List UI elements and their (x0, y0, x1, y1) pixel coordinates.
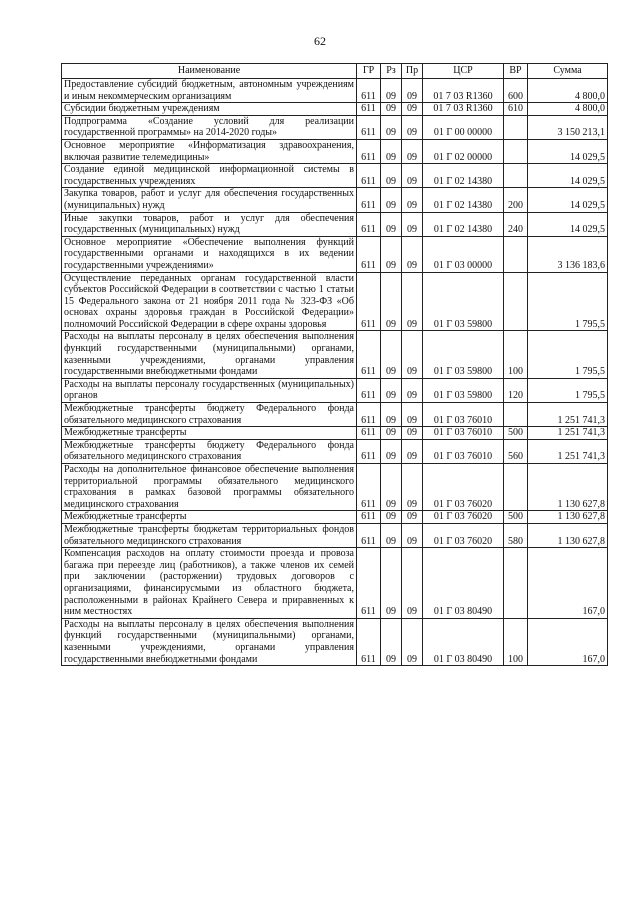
cell-csr: 01 Г 02 14380 (423, 212, 504, 236)
cell-gr: 611 (357, 378, 381, 402)
table-row (62, 618, 608, 665)
cell-sum: 4 800,0 (528, 103, 608, 116)
cell-pr: 09 (402, 212, 423, 236)
cell-vr (504, 548, 528, 619)
table-row (62, 464, 608, 511)
cell-csr: 01 7 03 R1360 (423, 103, 504, 116)
cell-csr: 01 Г 02 14380 (423, 164, 504, 188)
cell-gr: 611 (357, 188, 381, 212)
cell-pr: 09 (402, 464, 423, 511)
cell-pr: 09 (402, 79, 423, 103)
cell-pr: 09 (402, 164, 423, 188)
cell-vr: 560 (504, 439, 528, 463)
cell-sum: 14 029,5 (528, 139, 608, 163)
cell-csr: 01 Г 03 59800 (423, 272, 504, 331)
cell-vr (504, 115, 528, 139)
cell-sum: 167,0 (528, 548, 608, 619)
table-row (62, 139, 608, 163)
table-header-row (62, 64, 608, 79)
cell-name: Расходы на дополнительное финансовое обеспечение выполнения территориальной программы обязательного медицинского страхования в рамках базовой программы обязательного медицинского страхования (62, 464, 357, 511)
cell-name: Создание единой медицинской информационной системы в государственных учреждениях (62, 164, 357, 188)
cell-gr: 611 (357, 548, 381, 619)
cell-gr: 611 (357, 164, 381, 188)
table-row (62, 439, 608, 463)
cell-csr: 01 7 03 R1360 (423, 79, 504, 103)
cell-sum: 1 251 741,3 (528, 439, 608, 463)
cell-pr: 09 (402, 548, 423, 619)
cell-name: Закупка товаров, работ и услуг для обеспечения государственных (муниципальных) нужд (62, 188, 357, 212)
cell-rz: 09 (381, 439, 402, 463)
cell-gr: 611 (357, 331, 381, 378)
cell-sum: 1 130 627,8 (528, 464, 608, 511)
cell-vr (504, 164, 528, 188)
cell-rz: 09 (381, 272, 402, 331)
cell-pr: 09 (402, 115, 423, 139)
cell-pr: 09 (402, 523, 423, 547)
cell-csr: 01 Г 02 00000 (423, 139, 504, 163)
cell-gr: 611 (357, 79, 381, 103)
table-row (62, 523, 608, 547)
cell-name: Иные закупки товаров, работ и услуг для обеспечения государственных (муниципальных) нужд (62, 212, 357, 236)
cell-pr: 09 (402, 427, 423, 440)
cell-gr: 611 (357, 139, 381, 163)
cell-rz: 09 (381, 212, 402, 236)
table-row (62, 403, 608, 427)
cell-vr: 200 (504, 188, 528, 212)
header-rz: Рз (381, 64, 402, 79)
cell-csr: 01 Г 03 76020 (423, 464, 504, 511)
table-row (62, 164, 608, 188)
cell-rz: 09 (381, 511, 402, 524)
header-name: Наименование (62, 64, 357, 79)
cell-vr (504, 139, 528, 163)
cell-sum: 3 136 183,6 (528, 236, 608, 272)
cell-name: Предоставление субсидий бюджетным, автономным учреждениям и иным некоммерческим организациям (62, 79, 357, 103)
cell-rz: 09 (381, 115, 402, 139)
cell-rz: 09 (381, 464, 402, 511)
cell-rz: 09 (381, 548, 402, 619)
cell-pr: 09 (402, 272, 423, 331)
cell-sum: 167,0 (528, 618, 608, 665)
header-csr: ЦСР (423, 64, 504, 79)
cell-pr: 09 (402, 378, 423, 402)
cell-vr: 600 (504, 79, 528, 103)
cell-name: Подпрограмма «Создание условий для реализации государственной программы» на 2014-2020 годы» (62, 115, 357, 139)
cell-gr: 611 (357, 511, 381, 524)
cell-csr: 01 Г 00 00000 (423, 115, 504, 139)
cell-vr (504, 403, 528, 427)
cell-rz: 09 (381, 523, 402, 547)
cell-pr: 09 (402, 188, 423, 212)
table-row (62, 79, 608, 103)
cell-name: Осуществление переданных органам государственной власти субъектов Российской Федерации в соответствии с частью 1 статьи 15 Федерального закона от 21 ноября 2011 года № 323-ФЗ «Об основах охраны здоровья граждан в Российской Федерации» полномочий Российской Федерации в сфере охраны здоровья (62, 272, 357, 331)
cell-csr: 01 Г 03 76010 (423, 427, 504, 440)
table-row (62, 188, 608, 212)
table-row (62, 331, 608, 378)
cell-name: Компенсация расходов на оплату стоимости проезда и провоза багажа при переезде лиц (работников), а также членов их семей при заключении (расторжении) трудовых договоров с организациями, финансирусмыми из областного бюджета, расположенными в районах Крайнего Севера и приравненных к ним местностях (62, 548, 357, 619)
table-row (62, 272, 608, 331)
cell-sum: 1 130 627,8 (528, 511, 608, 524)
cell-name: Расходы на выплаты персоналу в целях обеспечения выполнения функций государственными (муниципальными) органами, казенными учреждениями, органами управления государственными внебюджетными фондами (62, 331, 357, 378)
table-row (62, 115, 608, 139)
table-row (62, 548, 608, 619)
cell-sum: 1 251 741,3 (528, 427, 608, 440)
table-row (62, 378, 608, 402)
cell-gr: 611 (357, 212, 381, 236)
cell-sum: 4 800,0 (528, 79, 608, 103)
cell-gr: 611 (357, 523, 381, 547)
cell-pr: 09 (402, 103, 423, 116)
cell-csr: 01 Г 03 00000 (423, 236, 504, 272)
cell-rz: 09 (381, 618, 402, 665)
cell-name: Межбюджетные трансферты бюджету Федерального фонда обязательного медицинского страхования (62, 439, 357, 463)
header-vr: ВР (504, 64, 528, 79)
cell-sum: 1 130 627,8 (528, 523, 608, 547)
cell-gr: 611 (357, 103, 381, 116)
cell-vr: 580 (504, 523, 528, 547)
cell-gr: 611 (357, 403, 381, 427)
cell-csr: 01 Г 03 59800 (423, 378, 504, 402)
cell-pr: 09 (402, 439, 423, 463)
cell-gr: 611 (357, 464, 381, 511)
header-sum: Сумма (528, 64, 608, 79)
cell-rz: 09 (381, 103, 402, 116)
cell-name: Межбюджетные трансферты бюджету Федерального фонда обязательного медицинского страхования (62, 403, 357, 427)
header-pr: Пр (402, 64, 423, 79)
table-row (62, 103, 608, 116)
cell-name: Основное мероприятие «Информатизация здравоохранения, включая развитие телемедицины» (62, 139, 357, 163)
cell-pr: 09 (402, 331, 423, 378)
cell-rz: 09 (381, 79, 402, 103)
cell-rz: 09 (381, 164, 402, 188)
cell-vr: 120 (504, 378, 528, 402)
table-row (62, 511, 608, 524)
cell-vr (504, 236, 528, 272)
cell-vr: 610 (504, 103, 528, 116)
page-number: 62 (314, 34, 326, 48)
cell-rz: 09 (381, 378, 402, 402)
cell-csr: 01 Г 03 76010 (423, 439, 504, 463)
cell-rz: 09 (381, 236, 402, 272)
cell-name: Межбюджетные трансферты (62, 427, 357, 440)
cell-sum: 1 795,5 (528, 378, 608, 402)
cell-vr: 240 (504, 212, 528, 236)
cell-gr: 611 (357, 618, 381, 665)
cell-sum: 14 029,5 (528, 212, 608, 236)
table-row (62, 427, 608, 440)
cell-vr (504, 272, 528, 331)
cell-name: Расходы на выплаты персоналу в целях обеспечения выполнения функций государственными (муниципальными) органами, казенными учреждениями, органами управления государственными внебюджетными фондами (62, 618, 357, 665)
cell-pr: 09 (402, 618, 423, 665)
cell-csr: 01 Г 03 76020 (423, 523, 504, 547)
cell-rz: 09 (381, 403, 402, 427)
cell-gr: 611 (357, 115, 381, 139)
cell-gr: 611 (357, 236, 381, 272)
cell-name: Основное мероприятие «Обеспечение выполнения функций государственными органами и находящихся в их ведении государственными учреждениями» (62, 236, 357, 272)
cell-rz: 09 (381, 427, 402, 440)
cell-name: Межбюджетные трансферты (62, 511, 357, 524)
cell-rz: 09 (381, 331, 402, 378)
cell-csr: 01 Г 03 76010 (423, 403, 504, 427)
cell-pr: 09 (402, 511, 423, 524)
cell-csr: 01 Г 03 80490 (423, 548, 504, 619)
cell-sum: 1 795,5 (528, 272, 608, 331)
cell-vr: 100 (504, 331, 528, 378)
cell-gr: 611 (357, 427, 381, 440)
cell-vr: 100 (504, 618, 528, 665)
cell-sum: 1 795,5 (528, 331, 608, 378)
cell-pr: 09 (402, 403, 423, 427)
table-row (62, 212, 608, 236)
cell-pr: 09 (402, 236, 423, 272)
cell-name: Межбюджетные трансферты бюджетам территориальных фондов обязательного медицинского страхования (62, 523, 357, 547)
cell-vr: 500 (504, 511, 528, 524)
table-row (62, 236, 608, 272)
cell-csr: 01 Г 03 76020 (423, 511, 504, 524)
cell-name: Расходы на выплаты персоналу государственных (муниципальных) органов (62, 378, 357, 402)
cell-vr (504, 464, 528, 511)
header-gr: ГР (357, 64, 381, 79)
cell-sum: 3 150 213,1 (528, 115, 608, 139)
cell-gr: 611 (357, 439, 381, 463)
cell-gr: 611 (357, 272, 381, 331)
cell-name: Субсидии бюджетным учреждениям (62, 103, 357, 116)
cell-csr: 01 Г 03 80490 (423, 618, 504, 665)
cell-sum: 14 029,5 (528, 188, 608, 212)
cell-vr: 500 (504, 427, 528, 440)
cell-pr: 09 (402, 139, 423, 163)
cell-csr: 01 Г 03 59800 (423, 331, 504, 378)
cell-rz: 09 (381, 188, 402, 212)
cell-sum: 14 029,5 (528, 164, 608, 188)
cell-csr: 01 Г 02 14380 (423, 188, 504, 212)
cell-rz: 09 (381, 139, 402, 163)
budget-table (61, 63, 608, 666)
cell-sum: 1 251 741,3 (528, 403, 608, 427)
